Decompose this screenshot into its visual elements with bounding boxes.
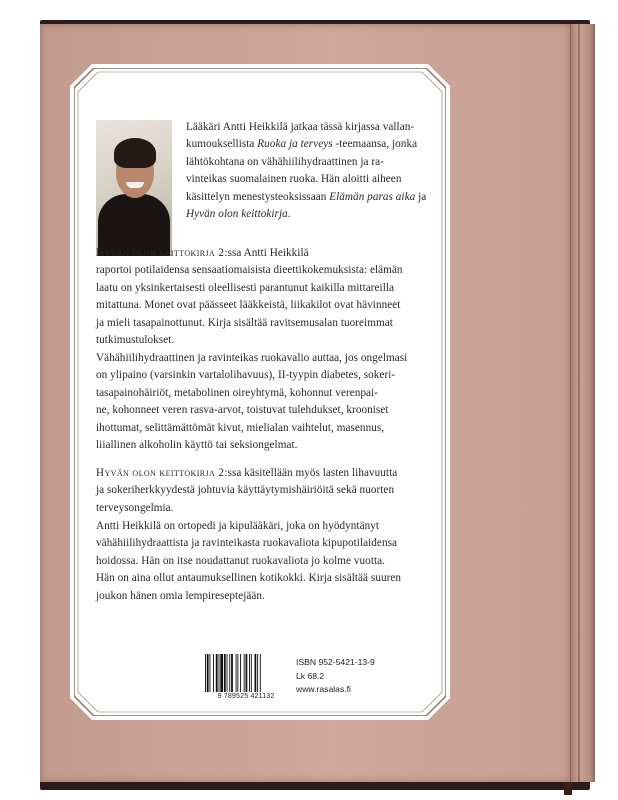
isbn-number: ISBN 952-5421-13-9 — [296, 657, 375, 667]
author-photo — [96, 120, 172, 256]
book-title-small-caps: Hyvän olon keittokirja 2 — [96, 467, 225, 479]
spine-groove — [578, 24, 580, 782]
paragraph-conditions: Vähähiilihydraattinen ja ravinteikas ruokavalio auttaa, jos ongelmasi on ylipaino (varsinkin vartalolihavuus), II-tyypin diabetes, sokeri- tasapainohäiriöt, metabolinen oireyhtymä, kohonnut verenpai- ne, kohonneet veren rasva-arvot, toistuvat tulehdukset, krooniset ihottumat, selittämättömät kivut, mielialan vaihtelut, masennus, liiallinen alkoholin käyttö tai seksiongelmat. — [96, 352, 408, 452]
book-title-ruoka-ja-terveys: Ruoka ja terveys — [257, 138, 333, 151]
publisher-website: www.rasalas.fi — [296, 684, 351, 694]
intro-paragraph: Lääkäri Antti Heikkilä jatkaa tässä kirjassa vallan- kumouksellista Ruoka ja terveys -teemaansa, jonka lähtökohtana on vähähiilihydraattinen ja ra- vinteikas suomalainen ruoka. Hän aloitti aiheen käsittelyn menestysteoksissaan Elämän paras aika ja Hyvän olon keittokirja. — [186, 121, 427, 221]
paragraph-author: Antti Heikkilä on ortopedi ja kipulääkäri, joka on hyödyntänyt vähähiilihydraattista ja ravinteikasta ruokavaliota kipupotilaidensa hoidossa. Hän on itse noudattanut ruokavaliota jo kolme vuotta. Hän on aina ollut antaumuksellinen kotikokki. Kirja sisältää suuren joukon hänen omia lempireseptejään. — [96, 520, 402, 602]
book-title-small-caps: Hyvän olon keittokirja 2 — [96, 247, 225, 259]
paragraph-children: Hyvän olon keittokirja 2:ssa käsitellään myös lasten lihavuutta ja sokeriherkkyydestä johtuvia käyttäytymishäiriöitä sekä nuorten terveysongelmia. — [96, 467, 398, 514]
book-title-elaman-paras-aika: Elämän paras aika — [329, 190, 416, 203]
book-spine — [570, 24, 595, 782]
barcode — [201, 654, 291, 706]
barcode-number: 9 789525 421132 — [217, 693, 275, 700]
paragraph-results: Hyvän olon keittokirja 2:ssa Antti Heikkilä raportoi potilaidensa sensaatiomaisista dieettikokemuksista: elämän laatu on yksinkertaisesti oleellisesti parantunut kaikilla mittareilla mitattuna. Monet ovat päässeet lääkkeistä, liikakilot ovat hävinneet ja mieli tasapainottunut. Kirja sisältää ravitsemusalan tuoreimmat tutkimustulokset. — [96, 247, 403, 347]
library-class: Lk 68.2 — [296, 670, 325, 681]
barcode-bars — [205, 654, 287, 692]
isbn-block — [296, 656, 406, 697]
book-title-hyvan-olon-keittokirja: Hyvän olon keittokirja — [186, 208, 288, 221]
